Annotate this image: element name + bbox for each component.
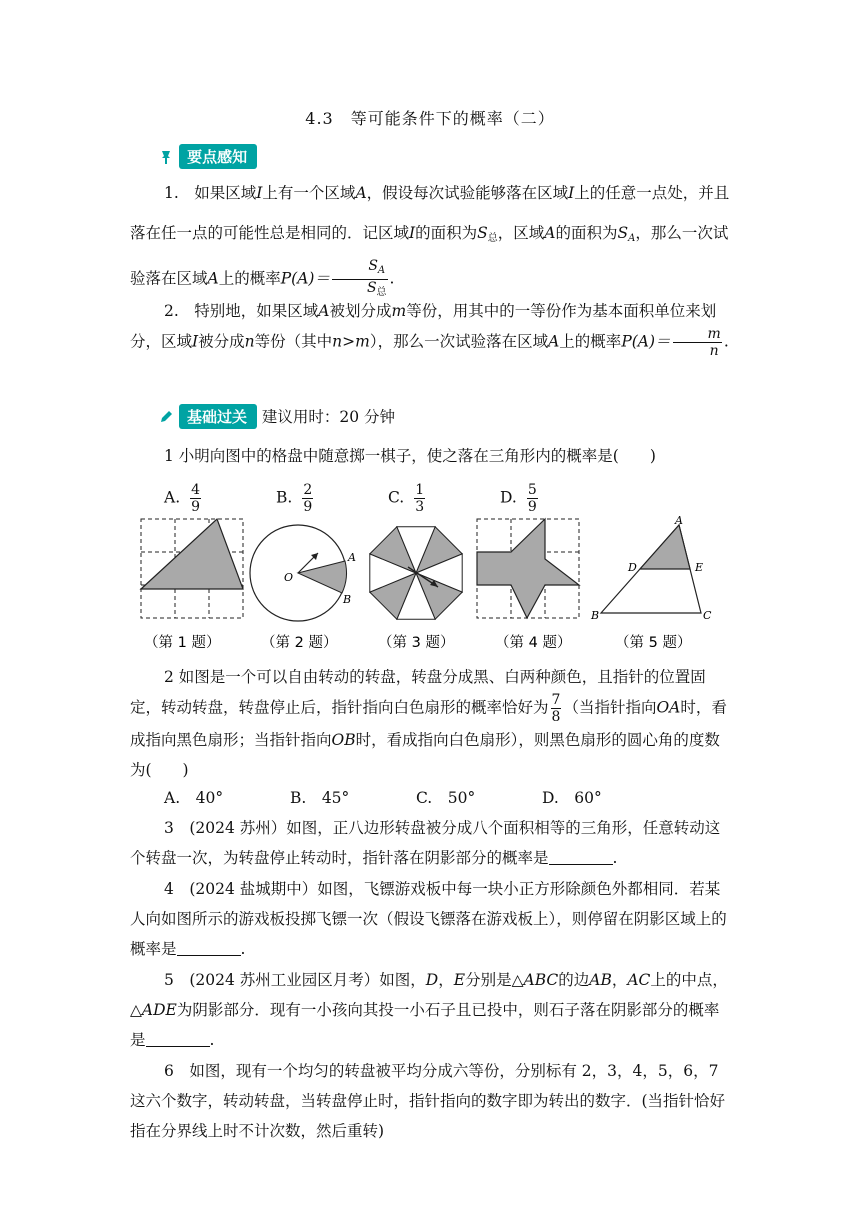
figure-1-grid [141,519,243,618]
caption-figure-5: （第 5 题） [615,635,692,651]
question-6: 6 如图，现有一个均匀的转盘被平均分成六等份，分别标有 2，3，4，5，6，7 这六个数字，转动转盘，当转盘停止时，指针指向的数字即为转出的数字．(当指针恰好指在分界线上时不计次数，然后重转) [130,1062,726,1140]
badge-label: 基础过关 [179,404,257,429]
figure-1-triangle [141,519,243,589]
suggested-time: 建议用时：20 分钟 [261,408,396,426]
option-c: C. $\frac{1}{3}$ [388,482,425,515]
label-b: B [343,593,352,606]
answer-blank[interactable] [146,1032,210,1047]
probability-fraction-m-n: $\frac{m}{n}$ [673,326,722,359]
answer-blank[interactable] [549,850,613,865]
option-c: C. 50° [416,789,476,807]
figure-5-triangle [590,515,712,622]
section-badge-key-points [158,144,257,169]
question-1-options [164,472,604,516]
question-5: 5 (2024 苏州工业园区月考）如图，D，E分别是△ABC的边AB，AC上的中点，△ADE为阴影部分．现有一小孩向其投一小石子且已投中，则石子落在阴影部分的概率是 . [130,971,728,1049]
option-b: B. $\frac{2}{9}$ [276,482,313,515]
figures-svg [135,515,735,660]
question-1: 1 小明向图中的格盘中随意掷一棋子，使之落在三角形内的概率是( ) [164,447,656,465]
answer-blank[interactable] [177,941,241,956]
figure-5-shaded-ade [640,525,690,569]
figure-4-dartboard [477,519,579,618]
badge-label: 要点感知 [179,144,257,169]
question-2: 2 如图是一个可以自由转动的转盘，转盘分成黑、白两种颜色，且指针的位置固定，转动转盘，转盘停止后，指针指向白色扇形的概率恰好为 $\frac{7}{8}$ （当指针指向OA时，看成指向黑色扇形；当指针指向OB时，看成指向白色扇形），则黑色扇形的圆心角的度数为( ) [130,668,727,779]
paragraph-2: 2. 特别地，如果区域A被划分成m等份，用其中的一等份作为基本面积单位来划分，区域I被分成n等份（其中n>m），那么一次试验落在区域A上的概率P(A)＝ $\frac{m}{n}$ . [130,302,729,359]
option-b: B. 45° [290,789,350,807]
option-d: D. $\frac{5}{9}$ [500,482,537,515]
option-a: A. 40° [164,789,224,807]
caption-figure-2: （第 2 题） [261,635,338,651]
svg-text:A: A [675,515,683,527]
caption-figure-1: （第 1 题） [144,635,221,651]
svg-text:B: B [591,609,600,622]
svg-text:E: E [695,561,704,574]
caption-figure-3: （第 3 题） [378,635,455,651]
pushpin-icon [158,149,174,165]
caption-figure-4: （第 4 题） [495,635,572,651]
option-d: D. 60° [542,789,602,807]
section-badge-basics [158,404,395,429]
page-title: 4.3 等可能条件下的概率（二） [305,109,555,128]
label-a: A [348,551,356,564]
question-4: 4 (2024 盐城期中）如图，飞镖游戏板中每一块小正方形除颜色外都相同．若某人向如图所示的游戏板投掷飞镖一次（假设飞镖落在游戏板上），则停留在阴影区域上的概率是 . [130,880,727,958]
svg-text:D: D [628,561,637,574]
label-o: O [284,571,294,584]
svg-text:C: C [703,609,712,622]
figure-2-spinner [250,525,356,621]
pencil-icon [158,409,174,425]
figure-3-octagon [370,527,462,619]
option-a: A. $\frac{4}{9}$ [164,482,201,515]
probability-fraction: $\frac{S_A}{S_总}$ [332,258,388,301]
paragraph-1: 1. 如果区域I上有一个区域A，假设每次试验能够落在区域I上的任意一点处，并且落在任一点的可能性总是相同的．记区域I的面积为$S_总$，区域A的面积为$S_A$，那么一次试验落在区域A上的概率P(A)＝ $\frac{S_A}{S_总}$ . [130,178,730,301]
figure-4-shaded-region [477,519,579,618]
question-3: 3 (2024 苏州）如图，正八边形转盘被分成八个面积相等的三角形，任意转动这个转盘一次，为转盘停止转动时，指针落在阴影部分的概率是 . [130,819,721,867]
figures-row [135,515,735,660]
